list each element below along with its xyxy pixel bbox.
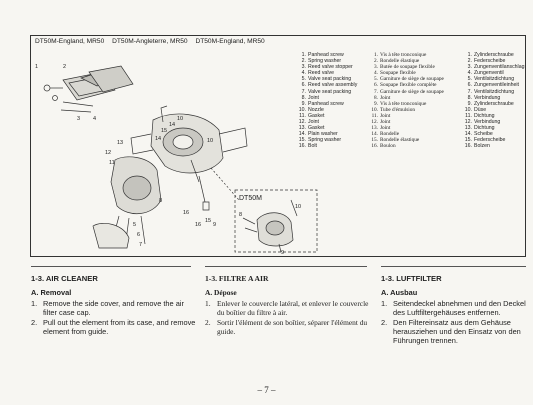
part-item: 11. Dichtung — [465, 112, 495, 119]
part-item: 5. Ventilsitzdichtung — [467, 76, 515, 83]
part-item: 4. Soupape flexible — [374, 70, 416, 77]
exploded-parts-diagram — [33, 50, 319, 254]
page-number: – 7 – — [257, 385, 276, 395]
callout-15b: 15 — [205, 218, 212, 224]
part-item: 8. Joint — [301, 94, 319, 101]
part-item: 7. Valve seat packing — [301, 88, 352, 95]
step-item: 2. Sortir l'élément de son boîtier, séparer l'élément du guide. — [205, 317, 368, 337]
part-item: 4. Zungenventil — [467, 70, 504, 77]
part-item: 5. Valve seat packing — [301, 76, 352, 83]
step-item: 1. Enlever le couvercle latéral, et enlever le couvercle du boîtier du filtre à air. — [205, 298, 369, 318]
callout-16b: 16 — [195, 222, 202, 228]
callout-7: 7 — [139, 242, 143, 248]
part-item: 13. Dichtung — [464, 125, 495, 132]
part-item: 11. Joint — [371, 112, 391, 119]
callout-14b: 14 — [169, 122, 176, 128]
header-french: DT50M-Angleterre, MR50 — [112, 38, 188, 45]
part-item: 12. Verbindung — [464, 119, 501, 126]
section-divider — [31, 266, 191, 267]
part-item: 15. Spring washer — [298, 137, 342, 144]
part-item: 15. Rondelle élastique — [371, 137, 420, 144]
section-subtitle: A. Removal — [31, 288, 72, 298]
step-item: 2. Den Filtereinsatz aus dem Gehäuse herausziehen und den Einsatz von den Führungen trennen. — [381, 317, 521, 346]
part-item: 10. Düse — [464, 106, 487, 113]
callout-8: 8 — [159, 198, 163, 204]
part-item: 15. Federscheibe — [464, 137, 506, 144]
steps-list — [31, 299, 196, 337]
parts-list-french — [369, 52, 444, 150]
callout-4: 4 — [93, 116, 97, 122]
part-item: 12. Joint — [371, 119, 391, 126]
part-item: 7. Garniture de siège de soupape — [374, 88, 444, 95]
part-item: 6. Soupape flexible complète — [374, 82, 437, 89]
part-item: 3. Reed valve stopper — [301, 64, 353, 71]
callout-2: 2 — [63, 64, 67, 70]
section-subtitle: A. Ausbau — [381, 288, 418, 298]
section-title: 1-3. FILTRE A AIR — [205, 274, 269, 283]
header-english: DT50M-England, MR50 — [35, 38, 105, 45]
part-item: 6. Zungenventileinheit — [467, 82, 519, 89]
step-item: 1. Remove the side cover, and remove the air filter case cap. — [31, 298, 184, 318]
callout-16: 16 — [183, 210, 190, 216]
callout-10b: 10 — [207, 138, 214, 144]
callout-13: 13 — [117, 140, 124, 146]
parts-list-german — [463, 52, 524, 150]
part-item: 14. Rondelle — [371, 131, 400, 138]
part-item: 12. Joint — [298, 119, 319, 126]
part-item: 2. Federscheibe — [467, 58, 506, 65]
callout-15: 15 — [161, 128, 168, 134]
part-item: 11. Gasket — [299, 112, 325, 119]
part-item: 4. Reed valve — [301, 70, 334, 77]
steps-list — [381, 299, 531, 346]
callout-6: 6 — [137, 232, 141, 238]
section-german — [381, 274, 531, 346]
header-german: DT50M-England, MR50 — [195, 38, 265, 45]
section-title: 1-3. AIR CLEANER — [31, 274, 98, 283]
part-item: 6. Reed valve assembly — [301, 82, 358, 89]
section-subtitle: A. Dépose — [205, 288, 237, 298]
section-english — [31, 274, 196, 336]
part-item: 1. Vis à tête tronconique — [374, 52, 427, 58]
part-item: 2. Rondelle élastique — [374, 58, 420, 65]
part-item: 13. Joint — [371, 125, 391, 132]
part-item: 5. Garniture de siège de soupape — [374, 76, 444, 83]
callout-5: 5 — [133, 222, 137, 228]
part-item: 14. Plain washer — [298, 131, 338, 138]
part-item: 1. Panhead screw — [301, 52, 344, 58]
parts-list-english — [297, 52, 357, 150]
callout-8-inset: 8 — [239, 212, 243, 218]
part-item: 10. Tube d'émulsion — [371, 106, 416, 113]
part-item: 8. Verbindung — [467, 94, 501, 101]
step-item: 1. Seitendeckel abnehmen und den Deckel des Luftfiltergehäuses entfernen. — [381, 298, 526, 318]
callout-9-inset: 9 — [281, 250, 285, 254]
part-item: 9. Vis à tête tronconique — [374, 100, 427, 107]
part-item: 1. Zylinderschraube — [467, 52, 514, 58]
part-item: 8. Joint — [374, 94, 391, 101]
section-french — [205, 274, 370, 336]
callout-9: 9 — [213, 222, 217, 228]
part-item: 16. Bolt — [298, 143, 317, 150]
callout-12: 12 — [105, 150, 112, 156]
section-divider — [381, 266, 526, 267]
callout-14: 14 — [155, 136, 162, 142]
part-item: 16. Bolzen — [464, 143, 490, 150]
steps-list — [205, 299, 370, 337]
part-item: 3. Zungenventilanschlag — [467, 64, 525, 71]
part-item: 16. Boulon — [371, 143, 396, 150]
figure-header — [35, 38, 271, 45]
section-title: 1-3. LUFTFILTER — [381, 274, 442, 283]
parts-figure-frame — [30, 35, 526, 257]
callout-3: 3 — [77, 116, 81, 122]
part-item: 13. Gasket — [298, 125, 325, 132]
callout-10: 10 — [177, 116, 184, 122]
inset-label: DT50M — [239, 195, 262, 202]
part-item: 3. Butée de soupape flexible — [374, 64, 435, 71]
part-item: 10. Nozzle — [298, 106, 324, 113]
part-item: 2. Spring washer — [301, 58, 342, 65]
step-item: 2. Pull out the element from its case, and remove element from guide. — [31, 317, 196, 337]
part-item: 9. Panhead screw — [301, 100, 344, 107]
callout-1: 1 — [35, 64, 39, 70]
section-divider — [205, 266, 367, 267]
part-item: 7. Ventilsitzdichtung — [467, 88, 515, 95]
callout-10-inset: 10 — [295, 204, 302, 210]
callout-11: 11 — [109, 160, 115, 166]
part-item: 14. Scheibe — [464, 131, 493, 138]
part-item: 9. Zylinderschraube — [467, 100, 514, 107]
